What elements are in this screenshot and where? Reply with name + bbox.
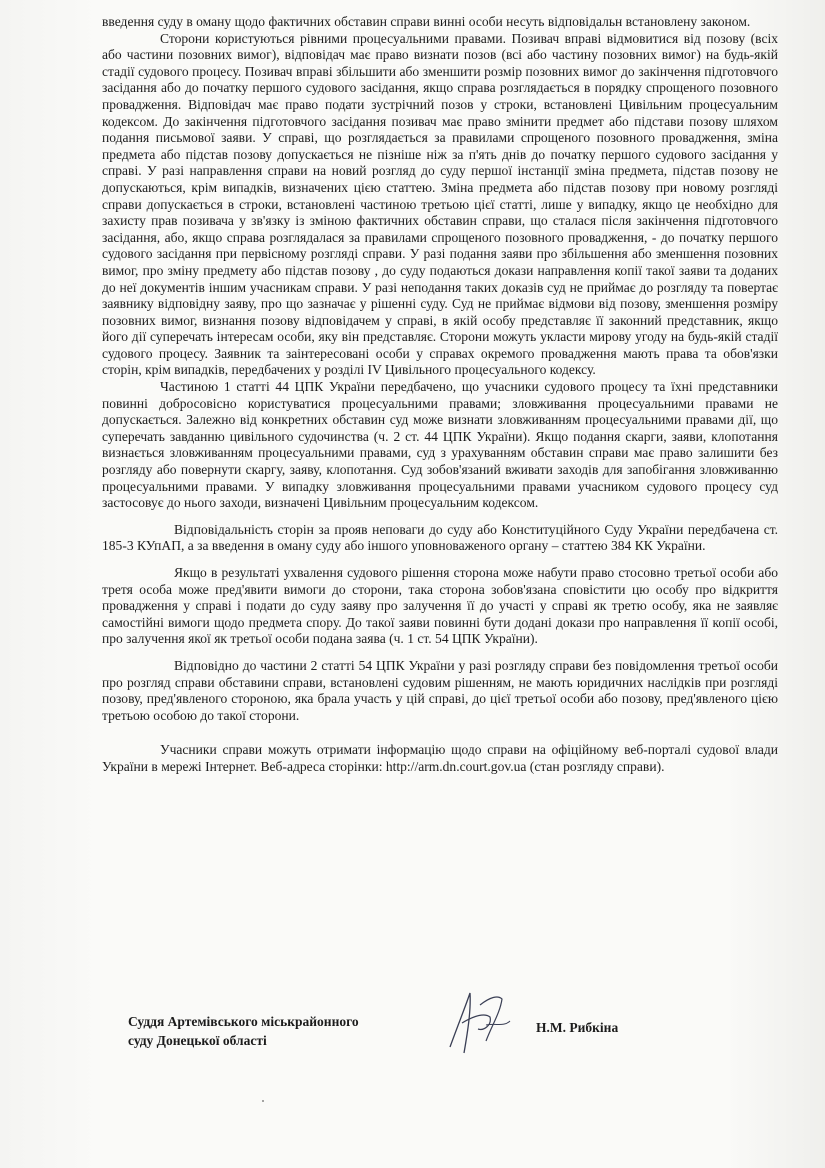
judge-position — [128, 1012, 408, 1050]
judge-position-line-2: суду Донецької області — [128, 1033, 267, 1048]
paragraph-3: Частиною 1 статті 44 ЦПК України передбачено, що учасники судового процесу та їхні представники повинні добросовісно користуватися процесуальними правами; зловживання процесуальними правами не допускається. Залежно від конкретних обставин суд може визнати зловживанням процесуальними правами дії, що суперечать завданню цивільного судочинства (ч. 2 ст. 44 ЦПК України). Якщо подання скарги, заяви, клопотання визнається зловживанням процесуальними правами, суд з урахуванням обставин справи має право залишити без розгляду або повернути скаргу, заяву, клопотання. Суд зобов'язаний вживати заходів для запобігання зловживанню процесуальними правами. У випадку зловживання процесуальними правами учасником судового процесу суд застосовує до нього заходи, визначені Цивільним процесуальним кодексом. — [102, 379, 778, 511]
paragraph-7: Учасники справи можуть отримати інформацію щодо справи на офіційному веб-порталі судової влади України в мережі Інтернет. Веб-адреса сторінки: http://arm.dn.court.gov.ua (стан розгляду справи). — [102, 742, 778, 774]
document-body — [102, 14, 778, 776]
paragraph-4: Відповідальність сторін за прояв неповаги до суду або Конституційного Суду України передбачена ст. 185-3 КУпАП, а за введення в оману суду або іншого уповноваженого органу – статтею 384 КК України. — [102, 521, 778, 554]
paragraph-1: введення суду в оману щодо фактичних обставин справи винні особи несуть відповідальн встановлену законом. — [102, 14, 751, 29]
handwritten-signature — [440, 985, 520, 1060]
paragraph-6: Відповідно до частини 2 статті 54 ЦПК України у разі розгляду справи без повідомлення третьої особи про розгляд справи обставини справи, встановлені судовим рішенням, не мають юридичних наслідків при розгляді позову, пред'явленого стороною, яка брала участь у цій справі, до цієї третьої особи або позову, пред'явленого цією третьою особою до такої сторони. — [102, 657, 778, 723]
paragraph-5: Якщо в результаті ухвалення судового рішення сторона може набути право стосовно третьої особи або третя особа може пред'явити вимоги до сторони, така сторона зобов'язана сповістити цю особу про відкриття провадження у справі і подати до суду заяву про залучення її до участі у справі як третю особу, яка не заявляє самостійні вимоги щодо предмета спору. До такої заяви повинні бути додані докази про направлення її копії особі, про залучення якої як третьої особи подана заява (ч. 1 ст. 54 ЦПК України). — [102, 565, 778, 647]
paragraph-2: Сторони користуються рівними процесуальними правами. Позивач вправі відмовитися від позову (всіх або частини позовних вимог), відповідач має право визнати позов (всі або частину позовних вимог) на будь-якій стадії судового процесу. Позивач вправі збільшити або зменшити розмір позовних вимог до закінчення підготовчого засідання або до початку першого судового засідання, якщо справа розглядається в порядку спрощеного позовного провадження. Відповідач має право подати зустрічний позов у строки, встановлені Цивільним процесуальним кодексом. До закінчення підготовчого засідання позивач має право змінити предмет або підстави позову шляхом подання письмової заяви. У справі, що розглядається за правилами спрощеного позовного провадження, зміна предмета або підстав позову допускається не пізніше ніж за п'ять днів до початку першого судового засідання у справі. У разі направлення справи на новий розгляд до суду першої інстанції зміна предмета, підстав позову не допускаються, крім випадків, визначених цією статтею. Зміна предмета або підстав позову при новому розгляді справи допускається в строки, встановлені частиною третьою цієї статті, лише у випадку, якщо це необхідно для захисту прав позивача у зв'язку із зміною фактичних обставин справи, що сталася після закінчення підготовчого засідання, або, якщо справа розглядалася за правилами спрощеного позовного провадження, - до початку першого судового засідання при первісному розгляді справи. У разі подання заяви про збільшення або зменшення позовних вимог, про зміну предмету або підстав позову , до суду подаються докази направлення копії такої заяви та доданих до неї документів іншим учасникам справи. У разі неподання таких доказів суд не приймає до розгляду та повертає заявнику відповідну заяву, про що зазначає у рішенні суду. Суд не приймає відмови від позову, зменшення розміру позовних вимог, визнання позову відповідачем у справі, в якій особу представляє її законний представник, якщо його дії суперечать інтересам особи, яку він представляє. Сторони можуть укласти мирову угоду на будь-якій стадії судового процесу. Заявник та заінтересовані особи у справах окремого провадження мають права та обов'язки сторін, крім випадків, передбачених у розділі IV Цивільного процесуального кодексу. — [102, 30, 778, 378]
judge-position-line-1: Суддя Артемівського міськрайонного — [128, 1014, 359, 1029]
judge-name: Н.М. Рибкіна — [536, 1020, 619, 1035]
scan-speck — [262, 1100, 264, 1102]
